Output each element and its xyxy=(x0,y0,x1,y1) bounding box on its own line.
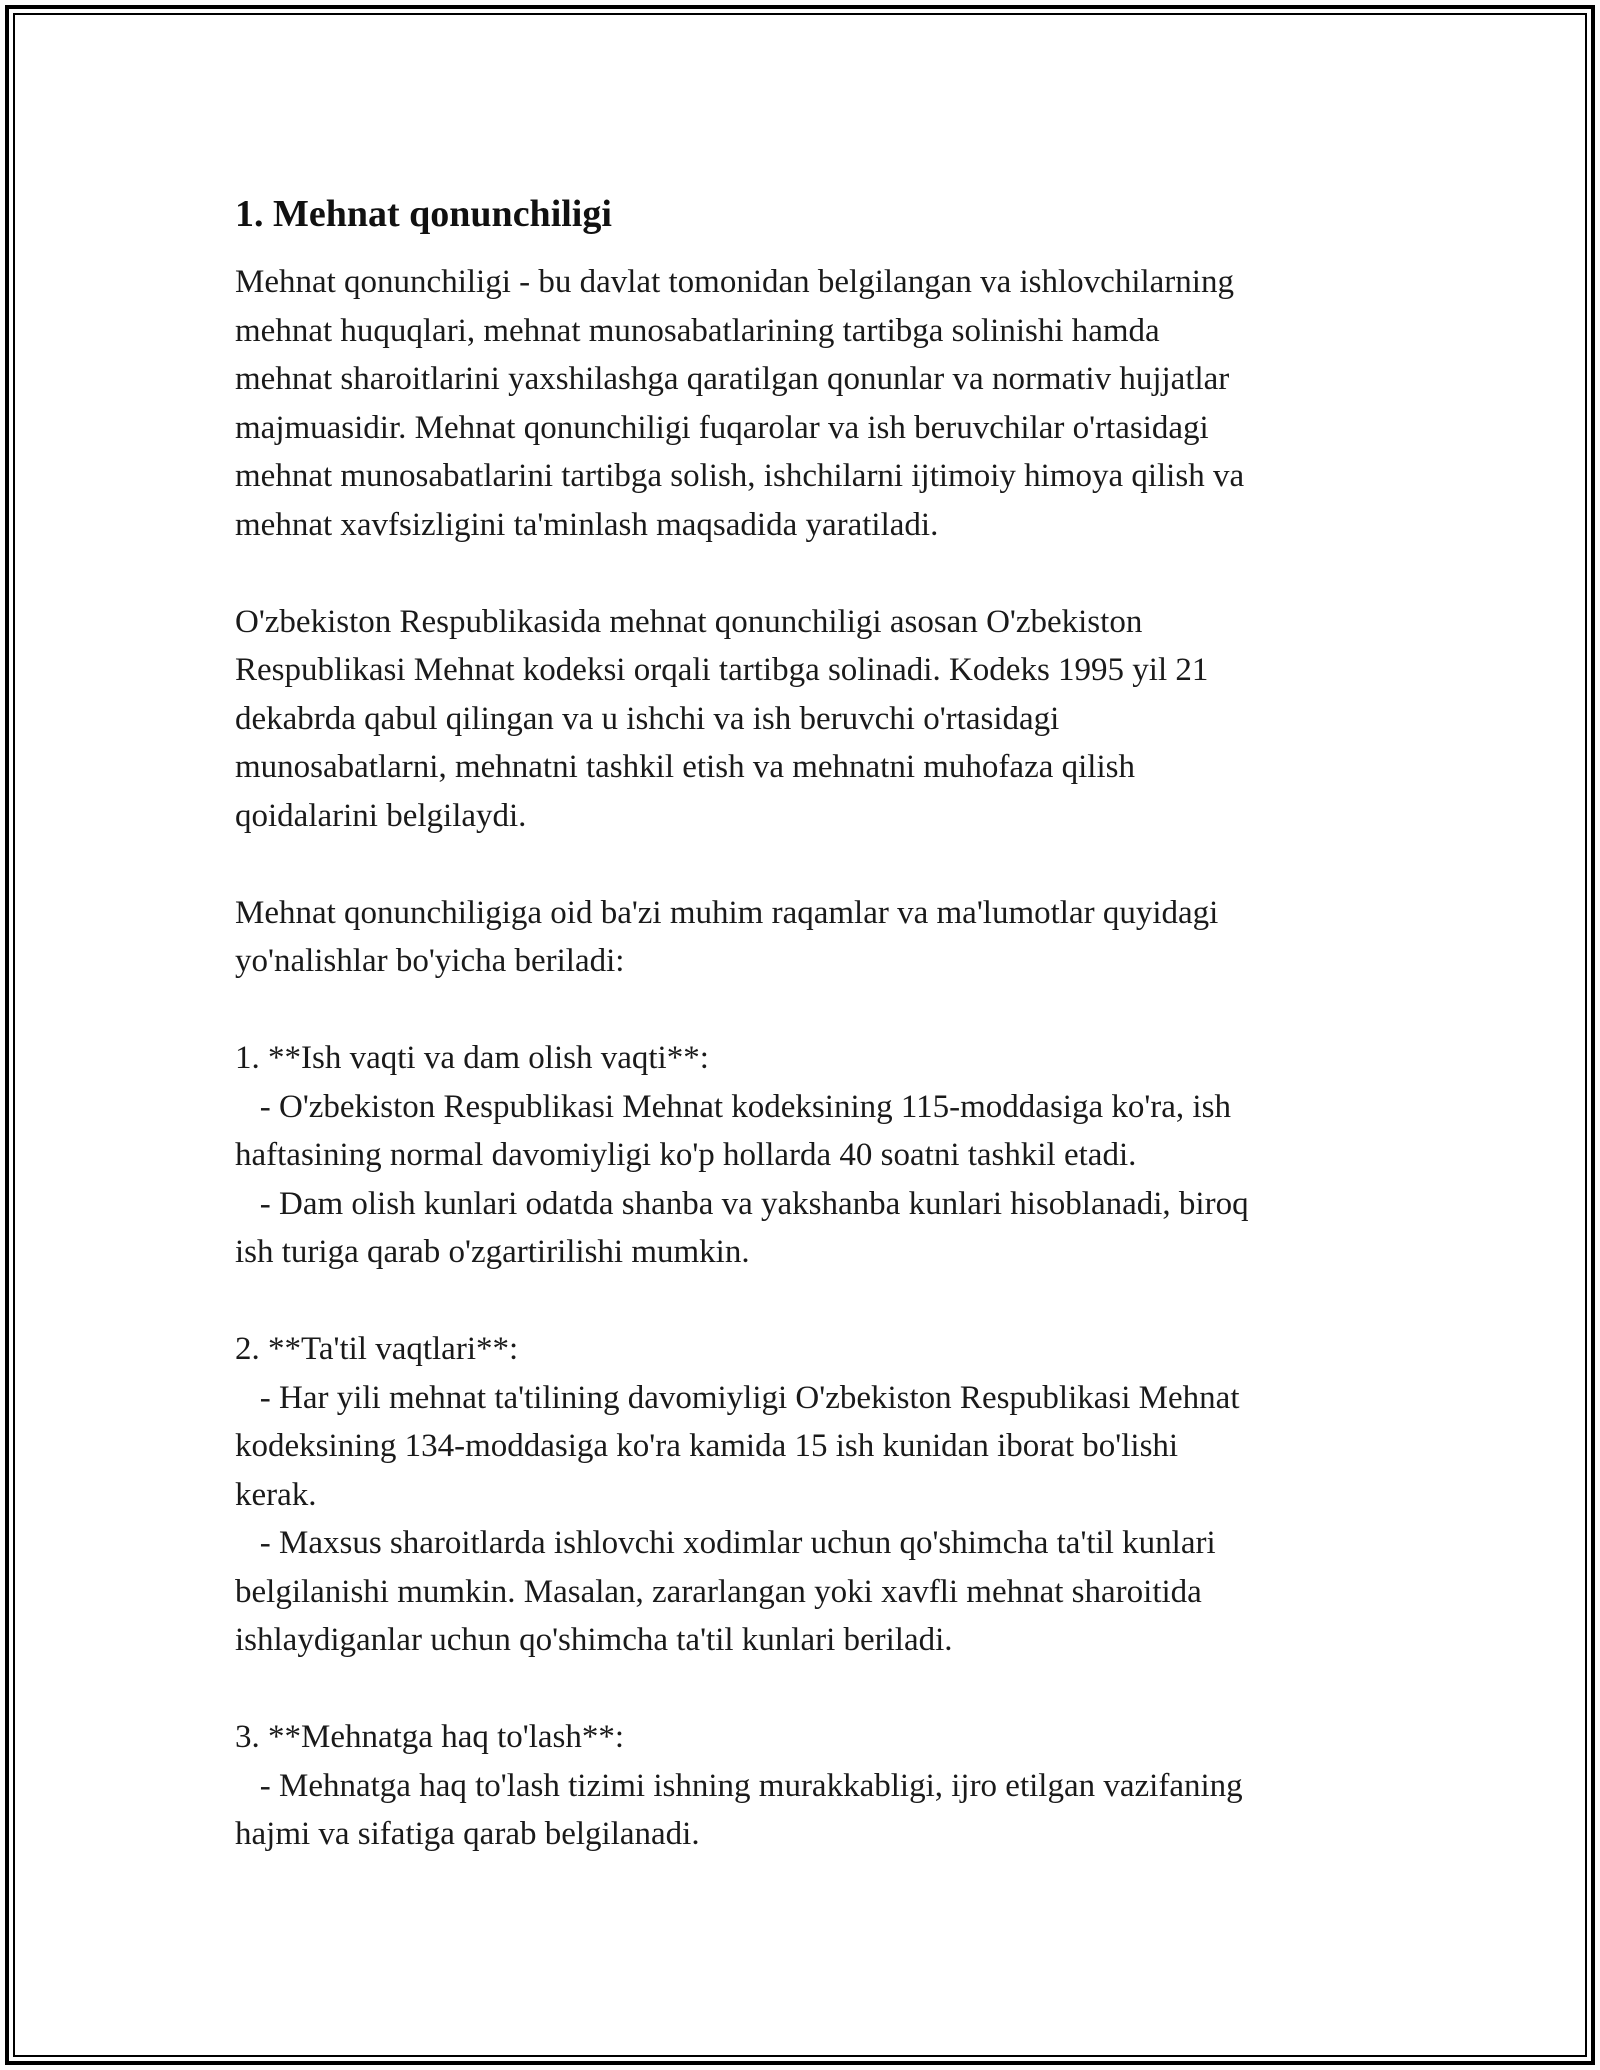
paragraph-definition: Mehnat qonunchiligi - bu davlat tomonidan belgilangan va ishlovchilarning mehnat huquqlari, mehnat munosabatlarining tartibga solinishi hamda mehnat sharoitlarini yaxshilashga qaratilgan qonunlar va normativ hujjatlar majmuasidir. Mehnat qonunchiligi fuqarolar va ish beruvchilar o'rtasidagi mehnat munosabatlarini tartibga solish, ishchilarni ijtimoiy himoya qilish va mehnat xavfsizligini ta'minlash maqsadida yaratiladi. xyxy=(235,264,1245,543)
list-item-vacation: 2. **Ta'til vaqtlari**: - Har yili mehnat ta'tilining davomiyligi O'zbekiston Respublikasi Mehnat kodeksining 134-moddasiga ko'ra kamida 15 ish kunidan iborat bo'lishi kerak. - Maxsus sharoitlarda ishlovchi xodimlar uchun qo'shimcha ta'til kunlari belgilanishi mumkin. Masalan, zararlangan yoki xavfli mehnat sharoitida ishlaydiganlar uchun qo'shimcha ta'til kunlari beriladi. xyxy=(235,1331,1240,1658)
paragraph-gap xyxy=(235,986,1385,1035)
paragraph-intro-list: Mehnat qonunchiligiga oid ba'zi muhim raqamlar va ma'lumotlar quyidagi yo'nalishlar bo'yicha beriladi: xyxy=(235,894,1219,979)
paragraph-gap xyxy=(235,549,1385,598)
paragraph-gap xyxy=(235,1277,1385,1326)
paragraph-labor-code: O'zbekiston Respublikasida mehnat qonunchiligi asosan O'zbekiston Respublikasi Mehnat kodeksi orqali tartibga solinadi. Kodeks 1995 yil 21 dekabrda qabul qilingan va u ishchi va ish beruvchi o'rtasidagi munosabatlarni, mehnatni tashkil etish va mehnatni muhofaza qilish qoidalarini belgilaydi. xyxy=(235,603,1209,834)
paragraph-gap xyxy=(235,1665,1385,1714)
list-item-working-time: 1. **Ish vaqti va dam olish vaqti**: - O'zbekiston Respublikasi Mehnat kodeksining 115-moddasiga ko'ra, ish haftasining normal davomiyligi ko'p hollarda 40 soatni tashkil etadi. - Dam olish kunlari odatda shanba va yakshanba kunlari hisoblanadi, biroq ish turiga qarab o'zgartirilishi mumkin. xyxy=(235,1040,1249,1270)
section-heading: 1. Mehnat qonunchiligi xyxy=(235,193,612,235)
paragraph-gap xyxy=(235,840,1385,889)
document-body xyxy=(235,188,1385,1859)
list-item-wages: 3. **Mehnatga haq to'lash**: - Mehnatga haq to'lash tizimi ishning murakkabligi, ijro etilgan vazifaning hajmi va sifatiga qarab belgilanadi. xyxy=(235,1719,1243,1852)
